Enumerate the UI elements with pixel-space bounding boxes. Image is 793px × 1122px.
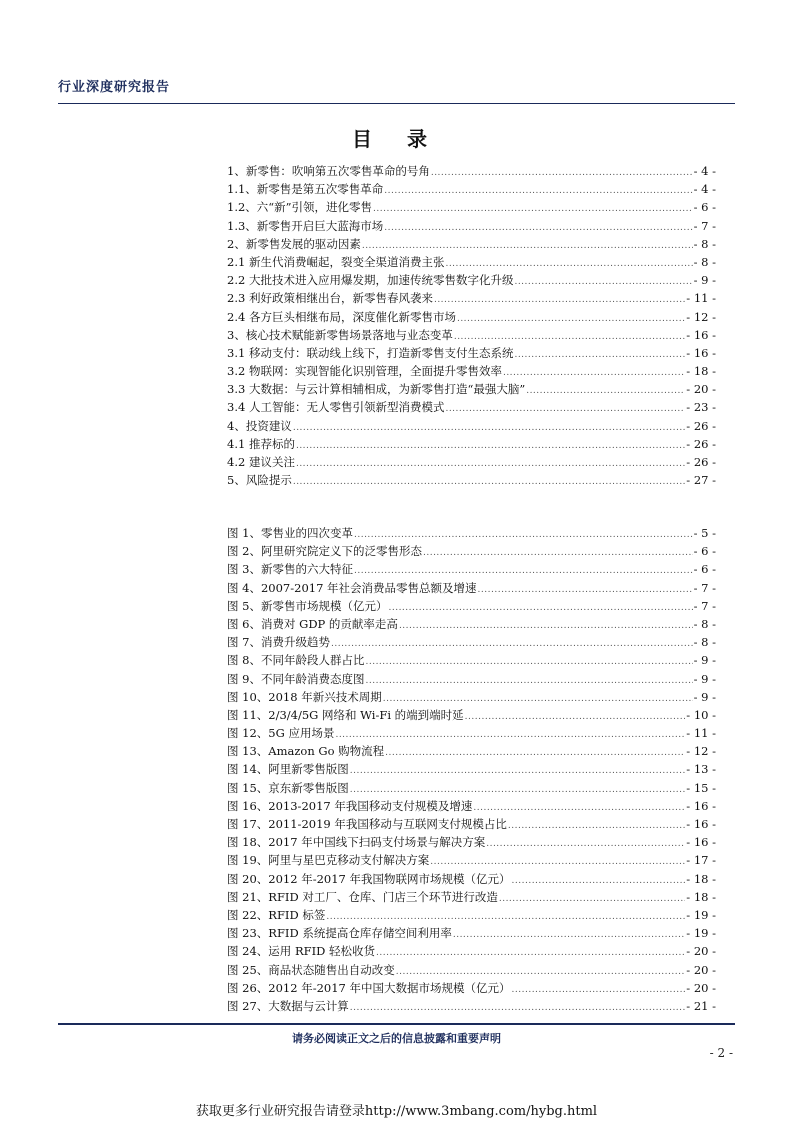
toc-entry[interactable] bbox=[227, 235, 716, 253]
figure-entry-title: 图 25、商品状态随售出自动改变 bbox=[227, 962, 395, 977]
toc-entry-page: - 12 - bbox=[686, 309, 716, 324]
figure-entry-page: - 15 - bbox=[686, 780, 716, 795]
figure-entry-title: 图 10、2018 年新兴技术周期 bbox=[227, 689, 382, 704]
toc-entry-page: - 8 - bbox=[693, 254, 716, 269]
dot-leader bbox=[499, 890, 685, 908]
figure-entry[interactable] bbox=[227, 870, 716, 888]
toc-entry-title: 1.2、六“新”引领，进化零售 bbox=[227, 200, 373, 215]
figure-entry-page: - 8 - bbox=[693, 616, 716, 631]
toc-entry-page: - 9 - bbox=[693, 273, 716, 288]
figure-entry-title: 图 13、Amazon Go 购物流程 bbox=[227, 744, 385, 759]
toc-entry-title: 3.1 移动支付：联动线上线下，打造新零售支付生态系统 bbox=[227, 345, 514, 360]
toc-entry-page: - 26 - bbox=[686, 418, 716, 433]
figure-entry-title: 图 6、消费对 GDP 的贡献率走高 bbox=[227, 616, 398, 631]
figure-entry[interactable] bbox=[227, 888, 716, 906]
dot-leader bbox=[296, 455, 685, 473]
figure-entry-page: - 9 - bbox=[693, 653, 716, 668]
figure-entry[interactable] bbox=[227, 597, 716, 615]
dot-leader bbox=[512, 872, 686, 890]
toc-entry-page: - 16 - bbox=[686, 327, 716, 342]
figure-entry-title: 图 15、京东新零售版图 bbox=[227, 780, 349, 795]
figure-entry-page: - 16 - bbox=[686, 817, 716, 831]
figure-entry-title: 图 19、阿里与星巴克移动支付解决方案 bbox=[227, 853, 430, 868]
figure-entry-page: - 18 - bbox=[686, 871, 716, 886]
figure-entry-page: - 12 - bbox=[686, 744, 716, 759]
dot-leader bbox=[365, 672, 692, 690]
dot-leader bbox=[465, 708, 686, 726]
toc-entry[interactable] bbox=[227, 453, 716, 471]
figure-entry-page: - 18 - bbox=[686, 889, 716, 904]
figure-entry-page: - 19 - bbox=[686, 926, 716, 941]
figure-entry-title: 图 14、阿里新零售版图 bbox=[227, 762, 349, 777]
toc-entry-page: - 26 - bbox=[686, 455, 716, 469]
toc-entry-title: 2.2 大批技术进入应用爆发期，加速传统零售数字化升级 bbox=[227, 273, 514, 288]
figure-entry[interactable] bbox=[227, 542, 716, 560]
dot-leader bbox=[373, 200, 693, 218]
figure-entry-title: 图 2、阿里研究院定义下的泛零售形态 bbox=[227, 544, 422, 559]
figure-entry-page: - 9 - bbox=[693, 689, 716, 704]
figure-entry-title: 图 21、RFID 对工厂、仓库、门店三个环节进行改造 bbox=[227, 889, 498, 904]
toc-entry-title: 3.3 大数据：与云计算相辅相成，为新零售打造“最强大脑” bbox=[227, 382, 526, 397]
figure-entry-page: - 13 - bbox=[686, 762, 716, 777]
figure-entry-title: 图 5、新零售市场规模（亿元） bbox=[227, 598, 388, 613]
figure-entry-title: 图 8、不同年龄段人群占比 bbox=[227, 653, 365, 668]
figure-entry[interactable] bbox=[227, 906, 716, 924]
toc-entry[interactable] bbox=[227, 380, 716, 398]
toc-entry-title: 2.1 新生代消费崛起，裂变全渠道消费主张 bbox=[227, 254, 445, 269]
figure-entry-title: 图 18、2017 年中国线下扫码支付场景与解决方案 bbox=[227, 835, 486, 850]
dot-leader bbox=[514, 346, 685, 364]
dot-leader bbox=[388, 599, 692, 617]
figure-entry[interactable] bbox=[227, 688, 716, 706]
figure-entry[interactable] bbox=[227, 670, 716, 688]
toc-list bbox=[227, 162, 716, 489]
figure-entry[interactable] bbox=[227, 797, 716, 815]
figure-entry[interactable] bbox=[227, 979, 716, 997]
dot-leader bbox=[350, 762, 685, 780]
figure-entry-page: - 7 - bbox=[693, 580, 716, 595]
figure-entry-page: - 8 - bbox=[693, 635, 716, 650]
figure-entry[interactable] bbox=[227, 942, 716, 960]
toc-entry[interactable] bbox=[227, 398, 716, 416]
figure-entry-page: - 17 - bbox=[686, 853, 716, 868]
figure-entry-title: 图 24、运用 RFID 轻松收货 bbox=[227, 944, 375, 959]
toc-entry-page: - 6 - bbox=[693, 200, 716, 215]
figure-entry-page: - 20 - bbox=[686, 962, 716, 977]
toc-entry[interactable] bbox=[227, 217, 716, 235]
dot-leader bbox=[508, 817, 685, 835]
figure-entry[interactable] bbox=[227, 924, 716, 942]
toc-entry[interactable] bbox=[227, 362, 716, 380]
figure-entry-page: - 5 - bbox=[693, 526, 716, 540]
toc-entry-title: 3.4 人工智能：无人零售引领新型消费模式 bbox=[227, 400, 445, 415]
dot-leader bbox=[296, 437, 685, 455]
dot-leader bbox=[350, 999, 685, 1017]
dot-leader bbox=[453, 926, 685, 944]
figure-entry[interactable] bbox=[227, 851, 716, 869]
dot-leader bbox=[376, 944, 685, 962]
figure-entry-title: 图 23、RFID 系统提高仓库存储空间利用率 bbox=[227, 926, 452, 941]
figure-entry[interactable] bbox=[227, 724, 716, 742]
promo-link-text[interactable]: 获取更多行业研究报告请登录http://www.3mbang.com/hybg.html bbox=[195, 1104, 598, 1119]
toc-entry-page: - 27 - bbox=[686, 473, 716, 488]
toc-heading: 目 录 bbox=[352, 127, 441, 151]
dot-leader bbox=[486, 835, 685, 853]
figure-entry-title: 图 27、大数据与云计算 bbox=[227, 998, 349, 1013]
dot-leader bbox=[431, 164, 693, 182]
figure-entry[interactable] bbox=[227, 633, 716, 651]
dot-leader bbox=[331, 635, 693, 653]
figure-entry-page: - 20 - bbox=[686, 944, 716, 959]
figure-entry[interactable] bbox=[227, 706, 716, 724]
dot-leader bbox=[457, 310, 685, 328]
figure-entry[interactable] bbox=[227, 815, 716, 833]
toc-entry-title: 4.1 推荐标的 bbox=[227, 436, 295, 451]
toc-entry[interactable] bbox=[227, 253, 716, 271]
figure-entry[interactable] bbox=[227, 997, 716, 1015]
footer-divider bbox=[58, 1023, 735, 1025]
dot-leader bbox=[526, 382, 685, 400]
figure-entry[interactable] bbox=[227, 760, 716, 778]
toc-entry-page: - 7 - bbox=[693, 218, 716, 233]
header-divider bbox=[58, 103, 735, 104]
toc-entry[interactable] bbox=[227, 471, 716, 489]
figure-entry-title: 图 7、消费升级趋势 bbox=[227, 635, 330, 650]
figure-entry-page: - 20 - bbox=[686, 980, 716, 995]
figure-entry-title: 图 1、零售业的四次变革 bbox=[227, 526, 353, 540]
toc-entry[interactable] bbox=[227, 271, 716, 289]
figure-entry-title: 图 12、5G 应用场景 bbox=[227, 726, 335, 741]
figure-entry[interactable] bbox=[227, 833, 716, 851]
figure-entry[interactable] bbox=[227, 742, 716, 760]
dot-leader bbox=[293, 473, 685, 491]
dot-leader bbox=[384, 219, 692, 237]
toc-entry-page: - 11 - bbox=[686, 291, 716, 306]
dot-leader bbox=[503, 364, 685, 382]
figure-entry-title: 图 17、2011-2019 年我国移动与互联网支付规模占比 bbox=[227, 817, 507, 831]
toc-entry-page: - 18 - bbox=[686, 364, 716, 379]
toc-entry-page: - 4 - bbox=[693, 182, 716, 197]
toc-entry[interactable] bbox=[227, 180, 716, 198]
toc-entry[interactable] bbox=[227, 308, 716, 326]
toc-entry[interactable] bbox=[227, 198, 716, 216]
figure-entry-title: 图 3、新零售的六大特征 bbox=[227, 562, 353, 577]
figure-entry-page: - 19 - bbox=[686, 907, 716, 922]
toc-entry-title: 3、核心技术赋能新零售场景落地与业态变革 bbox=[227, 327, 453, 342]
page-number: - 2 - bbox=[709, 1046, 733, 1060]
figure-entry[interactable] bbox=[227, 779, 716, 797]
toc-entry-title: 2.3 利好政策相继出台，新零售春风袭来 bbox=[227, 291, 433, 306]
toc-entry-page: - 4 - bbox=[693, 164, 716, 178]
figure-entry[interactable] bbox=[227, 560, 716, 578]
disclaimer-text: 请务必阅读正文之后的信息披露和重要声明 bbox=[292, 1032, 501, 1045]
toc-entry-page: - 16 - bbox=[686, 345, 716, 360]
dot-leader bbox=[514, 273, 692, 291]
figure-entry[interactable] bbox=[227, 524, 716, 542]
toc-entry-title: 2、新零售发展的驱动因素 bbox=[227, 236, 361, 251]
toc-entry-title: 2.4 各方巨头相继布局，深度催化新零售市场 bbox=[227, 309, 456, 324]
figure-entry[interactable] bbox=[227, 579, 716, 597]
figure-entry-page: - 11 - bbox=[686, 726, 716, 741]
figure-entry-title: 图 16、2013-2017 年我国移动支付规模及增速 bbox=[227, 798, 473, 813]
toc-entry[interactable] bbox=[227, 417, 716, 435]
toc-entry[interactable] bbox=[227, 435, 716, 453]
dot-leader bbox=[384, 182, 692, 200]
figure-entry-page: - 9 - bbox=[693, 671, 716, 686]
dot-leader bbox=[423, 544, 693, 562]
report-category-title: 行业深度研究报告 bbox=[58, 80, 171, 95]
figure-entry-page: - 16 - bbox=[686, 835, 716, 850]
dot-leader bbox=[445, 400, 685, 418]
toc-entry-title: 5、风险提示 bbox=[227, 473, 292, 488]
figure-entry-page: - 7 - bbox=[693, 598, 716, 613]
dot-leader bbox=[293, 419, 685, 437]
figure-entry-page: - 16 - bbox=[686, 798, 716, 813]
figure-entry-page: - 21 - bbox=[686, 998, 716, 1013]
figure-entry-title: 图 26、2012 年-2017 年中国大数据市场规模（亿元） bbox=[227, 980, 511, 995]
figure-entry-title: 图 4、2007-2017 年社会消费品零售总额及增速 bbox=[227, 580, 477, 595]
dot-leader bbox=[335, 726, 685, 744]
toc-entry-page: - 23 - bbox=[686, 400, 716, 415]
figure-entry[interactable] bbox=[227, 615, 716, 633]
toc-entry-page: - 20 - bbox=[686, 382, 716, 397]
figure-entry-page: - 10 - bbox=[686, 707, 716, 722]
toc-entry-page: - 8 - bbox=[693, 236, 716, 251]
figure-entry-page: - 6 - bbox=[693, 562, 716, 577]
toc-entry-page: - 26 - bbox=[686, 436, 716, 451]
figure-entry-title: 图 22、RFID 标签 bbox=[227, 907, 326, 922]
toc-entry-title: 1.3、新零售开启巨大蓝海市场 bbox=[227, 218, 384, 233]
figure-entry[interactable] bbox=[227, 651, 716, 669]
figure-entry[interactable] bbox=[227, 961, 716, 979]
figure-entry-title: 图 20、2012 年-2017 年我国物联网市场规模（亿元） bbox=[227, 871, 511, 886]
toc-entry-title: 4、投资建议 bbox=[227, 418, 292, 433]
dot-leader bbox=[512, 981, 686, 999]
toc-entry-title: 3.2 物联网：实现智能化识别管理，全面提升零售效率 bbox=[227, 364, 502, 379]
toc-entry[interactable] bbox=[227, 289, 716, 307]
figure-entry-page: - 6 - bbox=[693, 544, 716, 559]
dot-leader bbox=[478, 581, 693, 599]
figure-entry-title: 图 11、2/3/4/5G 网络和 Wi-Fi 的端到端时延 bbox=[227, 707, 464, 722]
dot-leader bbox=[399, 617, 693, 635]
figure-list bbox=[227, 524, 716, 1015]
toc-entry-title: 1、新零售：吹响第五次零售革命的号角 bbox=[227, 164, 430, 178]
toc-entry-title: 1.1、新零售是第五次零售革命 bbox=[227, 182, 384, 197]
toc-entry[interactable] bbox=[227, 326, 716, 344]
figure-entry-title: 图 9、不同年龄消费态度图 bbox=[227, 671, 365, 686]
toc-entry[interactable] bbox=[227, 162, 716, 180]
toc-entry-title: 4.2 建议关注 bbox=[227, 455, 295, 469]
dot-leader bbox=[434, 291, 685, 309]
toc-entry[interactable] bbox=[227, 344, 716, 362]
dot-leader bbox=[385, 744, 685, 762]
dot-leader bbox=[365, 653, 692, 671]
